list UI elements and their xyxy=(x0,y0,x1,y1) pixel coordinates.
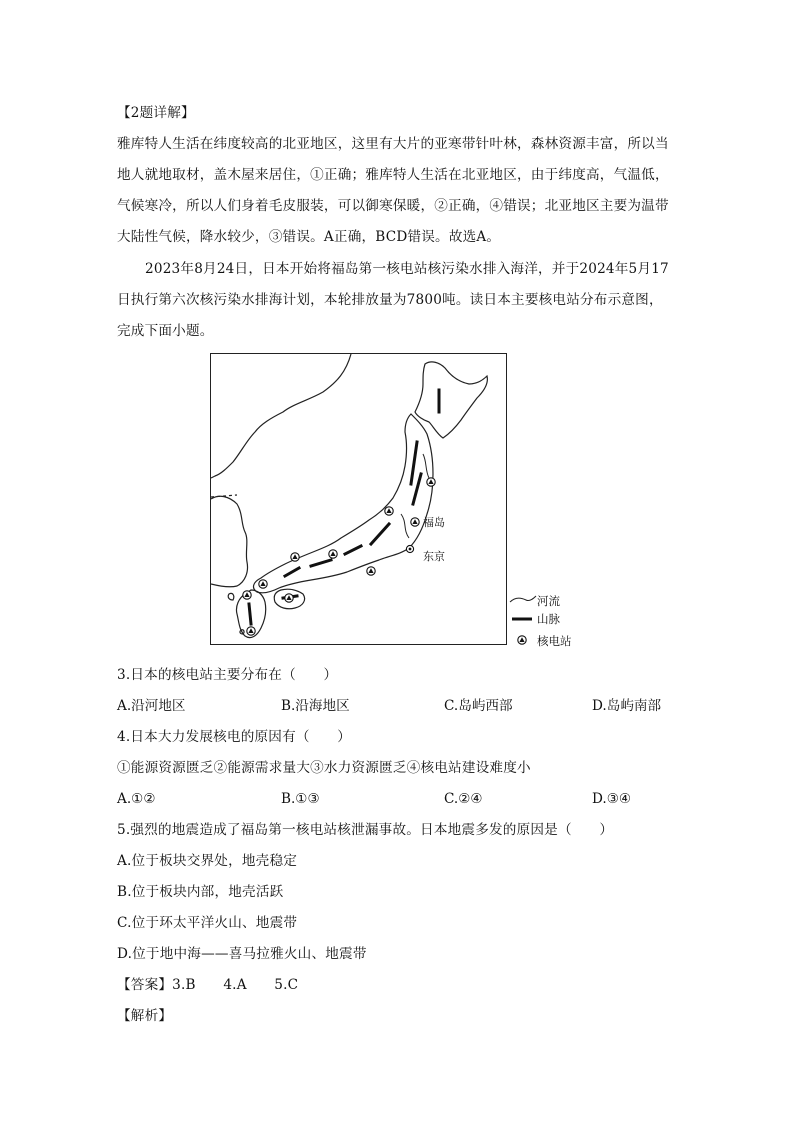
nuclear-plant-icon xyxy=(259,580,267,588)
hokkaido xyxy=(415,362,487,438)
mountain-kinki xyxy=(311,560,331,566)
legend-nuclear-label: 核电站 xyxy=(537,634,572,648)
explain-2-line-3: 气候寒冷，所以人们身着毛皮服装，可以御寒保暖，②正确，④错误；北亚地区主要为温带 xyxy=(117,198,669,214)
honshu xyxy=(254,414,433,593)
q4-option-b: B.①③ xyxy=(281,791,320,807)
legend-river-label: 河流 xyxy=(537,594,560,608)
answer-line: 【答案】3.B 4.A 5.C xyxy=(117,977,299,993)
q3-option-b: B.沿海地区 xyxy=(281,698,350,714)
q4-stem: 4.日本大力发展核电的原因有（ ） xyxy=(117,729,352,745)
nuclear-plants xyxy=(243,478,435,635)
japan-nuclear-map xyxy=(210,353,507,645)
q5-option-c: C.位于环太平洋火山、地震带 xyxy=(117,915,298,931)
nuclear-plant-icon xyxy=(385,507,393,515)
q3-option-c: C.岛屿西部 xyxy=(444,698,513,714)
tokyo-label: 东京 xyxy=(423,550,445,563)
nuclear-plant-icon xyxy=(367,567,375,575)
nuclear-plant-icon xyxy=(427,478,435,486)
intro-line-2: 日执行第六次核污染水排海计划，本轮排放量为7800吨。读日本主要核电站分布示意图， xyxy=(117,292,663,308)
river-1 xyxy=(423,454,429,478)
q4-statements: ①能源资源匮乏②能源需求量大③水力资源匮乏④核电站建设难度小 xyxy=(117,760,531,776)
nuclear-plant-icon xyxy=(247,627,255,635)
nuclear-plant-icon xyxy=(291,553,299,561)
intro-line-1: 2023年8月24日，日本开始将福岛第一核电站核污染水排入海洋，并于2024年5月17 xyxy=(145,261,669,277)
small-island-1 xyxy=(228,593,234,600)
mountain-chugoku xyxy=(285,568,299,576)
map-legend-symbols xyxy=(508,590,538,650)
nuclear-plant-icon xyxy=(285,594,293,602)
mountain-chubu-2 xyxy=(345,546,361,554)
q5-option-a: A.位于板块交界处，地壳稳定 xyxy=(117,853,298,869)
korean-peninsula xyxy=(211,496,248,587)
nuclear-plant-icon xyxy=(411,518,419,526)
explain-2-line-4: 大陆性气候，降水较少，③错误。A正确，BCD错误。故选A。 xyxy=(117,229,501,245)
q4-option-a: A.①② xyxy=(117,791,156,807)
q3-option-a: A.沿河地区 xyxy=(117,698,186,714)
q3-option-d: D.岛屿南部 xyxy=(592,698,662,714)
q3-stem: 3.日本的核电站主要分布在（ ） xyxy=(117,667,338,683)
explain-2-line-2: 地人就地取材，盖木屋来居住，①正确；雅库特人生活在北亚地区，由于纬度高，气温低， xyxy=(117,167,669,183)
nuclear-legend-icon xyxy=(518,636,526,644)
mountain-tohoku-1 xyxy=(411,442,417,484)
river-legend-icon xyxy=(510,596,536,602)
nuclear-plant-icon xyxy=(329,550,337,558)
intro-line-3: 完成下面小题。 xyxy=(117,323,214,339)
explain-2-heading: 【2题详解】 xyxy=(117,105,195,121)
river-2 xyxy=(401,514,409,538)
q5-option-d: D.位于地中海——喜马拉雅火山、地震带 xyxy=(117,946,367,962)
japan-map-drawing xyxy=(211,354,506,644)
nuclear-plant-icon xyxy=(243,591,251,599)
fukushima-label: 福岛 xyxy=(423,516,445,529)
asia-coastline xyxy=(211,354,351,478)
mountain-kyushu xyxy=(249,604,251,624)
analysis-heading: 【解析】 xyxy=(117,1008,173,1024)
q5-option-b: B.位于板块内部，地壳活跃 xyxy=(117,884,284,900)
q4-option-c: C.②④ xyxy=(444,791,483,807)
tokyo-marker xyxy=(406,545,413,552)
legend-mountain-label: 山脉 xyxy=(537,612,560,626)
mountain-tohoku-2 xyxy=(413,474,421,504)
q4-option-d: D.③④ xyxy=(592,791,632,807)
q5-stem: 5.强烈的地震造成了福岛第一核电站核泄漏事故。日本地震多发的原因是（ ） xyxy=(117,822,614,838)
mountain-chubu-1 xyxy=(371,524,389,544)
explain-2-line-1: 雅库特人生活在纬度较高的北亚地区，这里有大片的亚寒带针叶林，森林资源丰富，所以当 xyxy=(117,136,669,152)
